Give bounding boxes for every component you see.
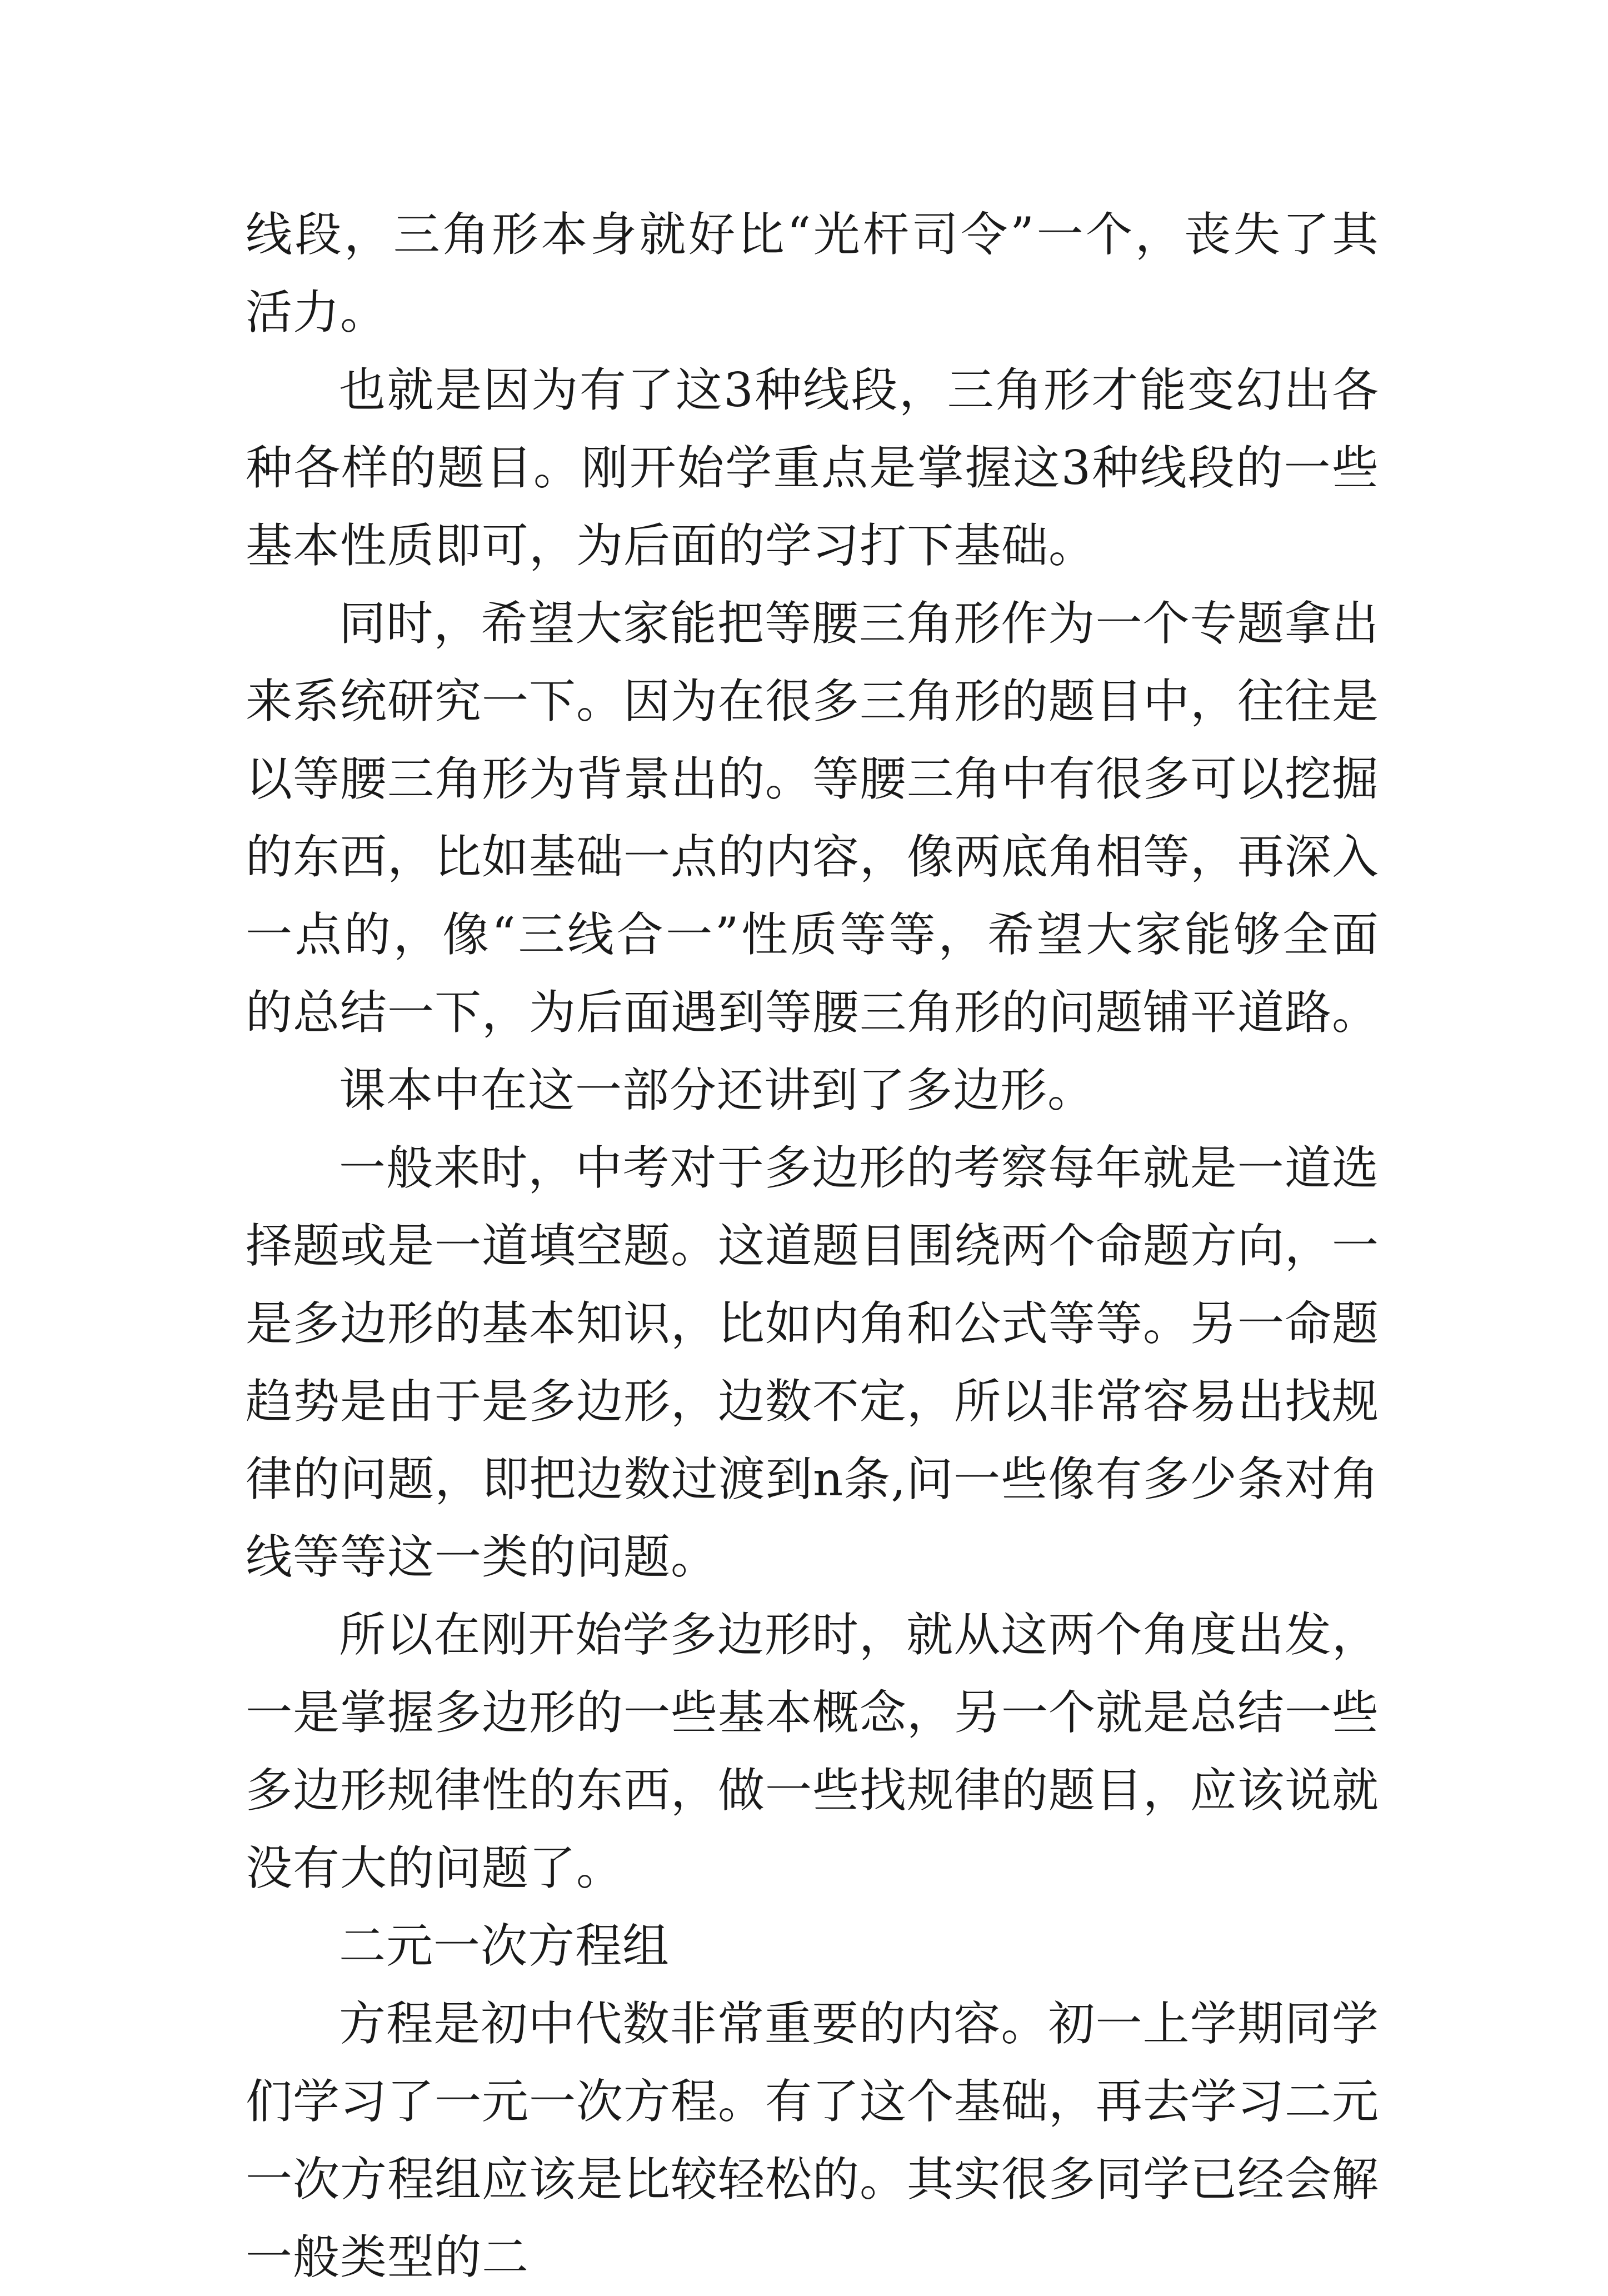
paragraph-linear-equations: 方程是初中代数非常重要的内容。初一上学期同学们学习了一元一次方程。有了这个基础，再去学习二元一次方程组应该是比较轻松的。其实很多同学已经会解一般类型的二: [246, 1996, 1380, 2284]
paragraph-continuation: 线段，三角形本身就好比“光杆司令”一个，丧失了其活力。: [246, 207, 1379, 340]
paragraph-polygon-study: 所以在刚开始学多边形时，就从这两个角度出发，一是掌握多边形的一些基本概念，另一个就是总结一些多边形规律性的东西，做一些找规律的题目，应该说就没有大的问题了。: [246, 1608, 1380, 1895]
section-heading-linear-equations: 二元一次方程组: [339, 1919, 670, 1973]
document-body: [246, 196, 1379, 2296]
paragraph-three-segments: 也就是因为有了这3种线段，三角形才能变幻出各种各样的题目。刚开始学重点是掌握这3种线段的一些基本性质即可，为后面的学习打下基础。: [246, 363, 1379, 573]
paragraph-isosceles-triangle: 同时，希望大家能把等腰三角形作为一个专题拿出来系统研究一下。因为在很多三角形的题目中，往往是以等腰三角形为背景出的。等腰三角中有很多可以挖掘的东西，比如基础一点的内容，像两底角相等，再深入一点的，像“三线合一”性质等等，希望大家能够全面的总结一下，为后面遇到等腰三角形的问题铺平道路。: [246, 596, 1380, 1040]
paragraph-polygon-exam: 一般来时，中考对于多边形的考察每年就是一道选择题或是一道填空题。这道题目围绕两个命题方向，一是多边形的基本知识，比如内角和公式等等。另一命题趋势是由于是多边形，边数不定，所以非常容易出找规律的问题，即把边数过渡到n条,问一些像有多少条对角线等等这一类的问题。: [246, 1141, 1380, 1584]
paragraph-polygon-intro: 课本中在这一部分还讲到了多边形。: [339, 1063, 1095, 1117]
